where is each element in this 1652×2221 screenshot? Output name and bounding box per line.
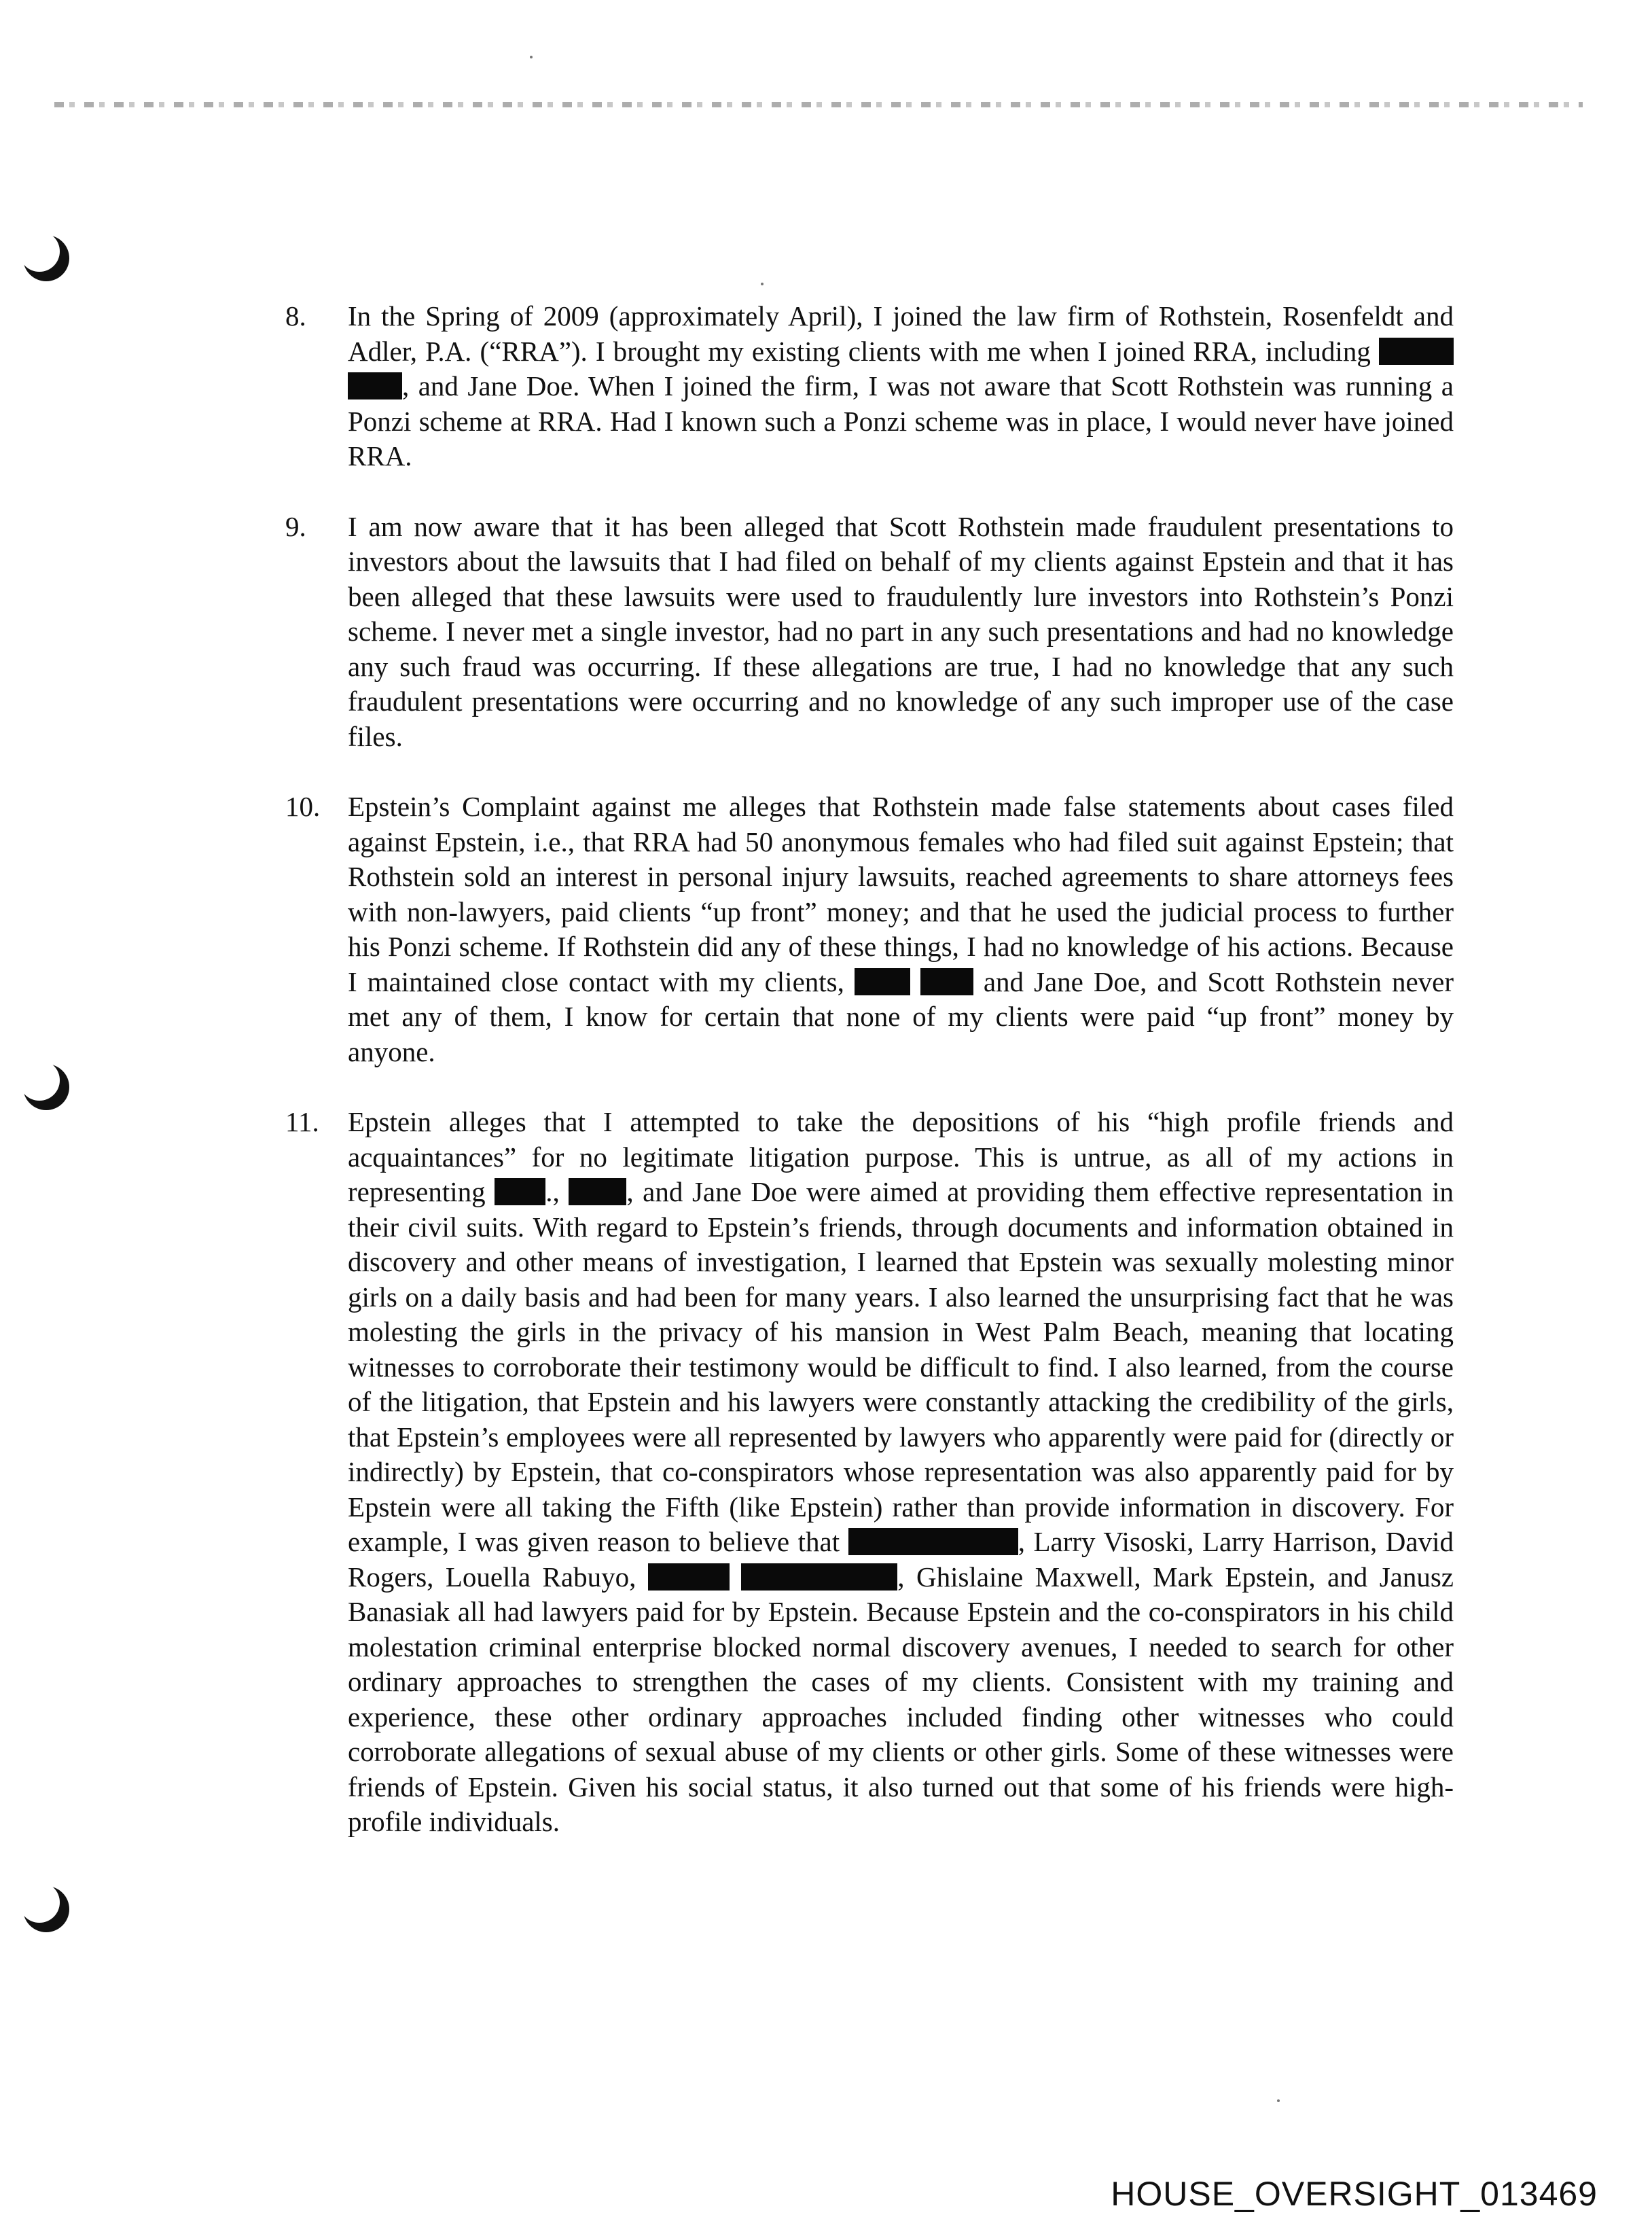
scan-speck (530, 56, 533, 58)
scan-artifact-line (54, 102, 1583, 107)
paragraph-text: ., (545, 1176, 569, 1207)
paragraph-text: , and Jane Doe. When I joined the firm, I was not aware that Scott Rothstein was running a Ponzi scheme at RRA. Had I known such a Ponzi scheme was in place, I would never have joined RRA. (348, 370, 1454, 472)
paragraph-text: Epstein’s Complaint against me alleges that Rothstein made false statements about cases filed against Epstein, i.e., that RRA had 50 anonymous females who had filed suit against Epstein; that Rothstein sold an interest in personal injury lawsuits, reached agreements to share attorneys fees with non-lawyers, paid clients “up front” money; and that he used the judicial process to further his Ponzi scheme. If Rothstein did any of these things, I had no knowledge of his actions. Because I maintained close contact with my clients, (348, 791, 1454, 997)
redaction-box (920, 968, 973, 995)
paragraph-text: , and Jane Doe were aimed at providing them effective representation in their civil suits. With regard to Epstein’s friends, through documents and information obtained in discovery and other means of investigation, I learned that Epstein was sexually molesting minor girls on a daily basis and had been for many years. I also learned the unsurprising fact that he was molesting the girls in the privacy of his mansion in West Palm Beach, meaning that locating witnesses to corroborate their testimony would be difficult to find. I also learned, from the course of the litigation, that Epstein and his lawyers were constantly attacking the credibility of the girls, that Epstein’s employees were all represented by lawyers who apparently were paid for (directly or indirectly) by Epstein, that co-conspirators whose representation was also apparently paid for by Epstein were all taking the Fifth (like Epstein) rather than provide information in discovery. For example, I was given reason to believe that (348, 1176, 1454, 1557)
scan-speck (1277, 2099, 1280, 2102)
paragraph-number: 9. (285, 510, 306, 542)
redaction-box (648, 1563, 730, 1591)
numbered-paragraph (285, 299, 1454, 474)
paragraph-number: 11. (285, 1106, 319, 1137)
paragraph-text: , Larry Visoski, Larry Harrison, David Rogers, Louella Rabuyo, (348, 1526, 1454, 1593)
paragraph-text: and Jane Doe, and Scott Rothstein never met any of them, I know for certain that none of my clients were paid “up front” money by anyone. (348, 965, 1454, 1067)
document-body (285, 299, 1454, 1875)
paragraph-number: 8. (285, 300, 306, 332)
punch-hole-icon (19, 1882, 73, 1936)
redaction-box (848, 1528, 1018, 1555)
paragraph-text (730, 1561, 741, 1593)
numbered-paragraph (285, 510, 1454, 755)
paragraph-text: Epstein alleges that I attempted to take the depositions of his “high profile friends and acquaintances” for no legitimate litigation purpose. This is untrue, as all of my actions in representing (348, 1106, 1454, 1207)
paragraph-text: , Ghislaine Maxwell, Mark Epstein, and Janusz Banasiak all had lawyers paid for by Epstein. Because Epstein and the co-conspirators in his child molestation criminal enterprise blocked normal discovery avenues, I needed to search for other ordinary approaches to strengthen the cases of my clients. Consistent with my training and experience, these other ordinary approaches included finding other witnesses who could corroborate allegations of sexual abuse of my clients or other girls. Some of these witnesses were friends of Epstein. Given his social status, it also turned out that some of his friends were high-profile individuals. (348, 1561, 1454, 1837)
redaction-box (855, 968, 910, 995)
numbered-paragraph (285, 1105, 1454, 1840)
redaction-box (741, 1563, 897, 1591)
bates-number: HOUSE_OVERSIGHT_013469 (1111, 2175, 1598, 2213)
redaction-box (348, 372, 402, 399)
redaction-box (1379, 338, 1454, 365)
paragraph-text: I am now aware that it has been alleged that Scott Rothstein made fraudulent presentations to investors about the lawsuits that I had filed on behalf of my clients against Epstein and that it has been alleged that these lawsuits were used to fraudulently lure investors into Rothstein’s Ponzi scheme. I never met a single investor, had no part in any such presentations and had no knowledge any such fraud was occurring. If these allegations are true, I had no knowledge that any such fraudulent presentations were occurring and no knowledge of any such improper use of the case files. (348, 510, 1454, 752)
punch-hole-icon (19, 231, 73, 285)
redaction-box (569, 1178, 626, 1205)
numbered-paragraph (285, 789, 1454, 1069)
paragraph-number: 10. (285, 791, 321, 822)
redaction-box (495, 1178, 545, 1205)
paragraph-text: In the Spring of 2009 (approximately April), I joined the law firm of Rothstein, Rosenfeldt and Adler, P.A. (“RRA”). I brought my existing clients with me when I joined RRA, including (348, 300, 1454, 367)
scan-speck (761, 283, 764, 285)
punch-hole-icon (19, 1060, 73, 1114)
